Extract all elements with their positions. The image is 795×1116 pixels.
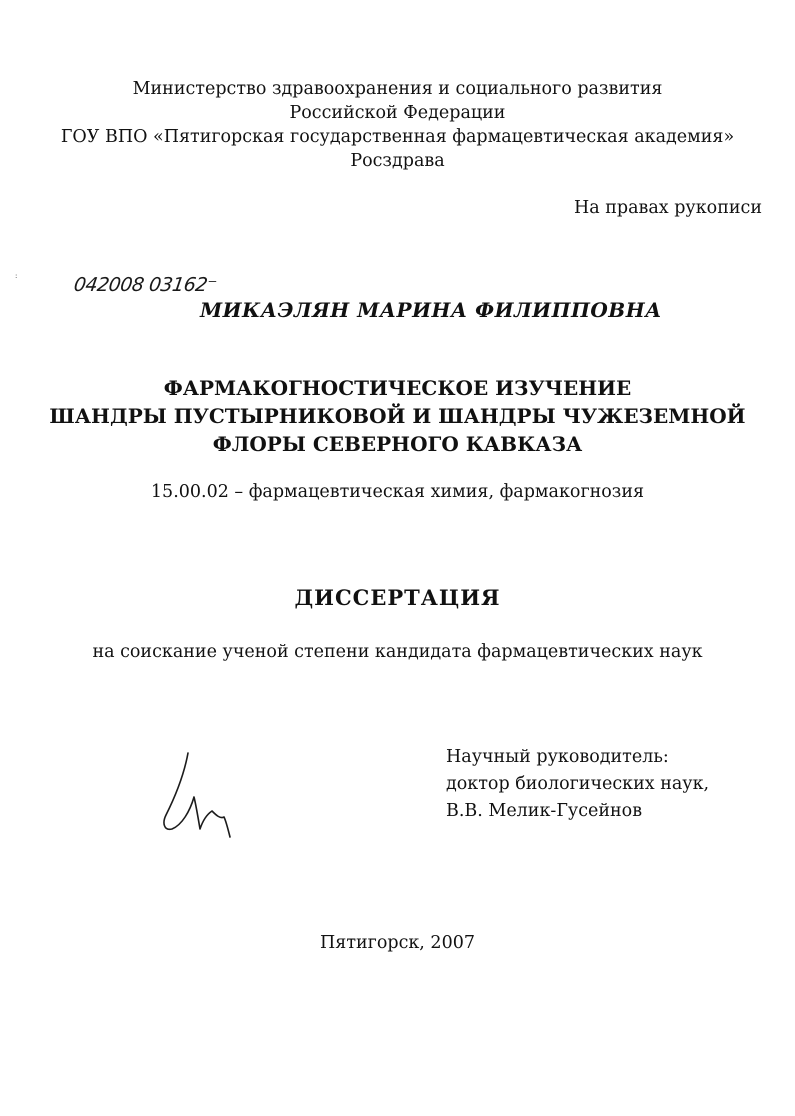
agency-line: Росздрава bbox=[350, 151, 445, 171]
specialty-code: 15.00.02 – фармацевтическая химия, фармакогнозия bbox=[150, 482, 645, 502]
supervisor-degree: доктор биологических наук, bbox=[446, 774, 710, 794]
library-stamp bbox=[72, 274, 218, 296]
city-year: Пятигорск, 2007 bbox=[320, 933, 475, 953]
author-name: МИКАЭЛЯН МАРИНА ФИЛИППОВНА bbox=[200, 298, 662, 322]
stamp-tick: ⁻ bbox=[205, 274, 219, 296]
library-stamp-number: 042008 03162 bbox=[72, 274, 209, 296]
supervisor-name: В.В. Мелик-Гусейнов bbox=[446, 801, 643, 821]
supervisor-block bbox=[446, 744, 709, 825]
degree-purpose: на соискание ученой степени кандидата фармацевтических наук bbox=[92, 642, 703, 662]
title-line-3: ФЛОРЫ СЕВЕРНОГО КАВКАЗА bbox=[212, 432, 583, 456]
ministry-line-1: Министерство здравоохранения и социального развития bbox=[132, 79, 663, 99]
ministry-line-2: Российской Федерации bbox=[289, 103, 506, 123]
scan-speck: : bbox=[15, 272, 18, 280]
document-type: ДИССЕРТАЦИЯ bbox=[294, 585, 501, 610]
manuscript-note: На правах рукописи bbox=[573, 198, 762, 218]
academy-line: ГОУ ВПО «Пятигорская государственная фармацевтическая академия» bbox=[60, 127, 735, 147]
title-line-1: ФАРМАКОГНОСТИЧЕСКОЕ ИЗУЧЕНИЕ bbox=[163, 376, 632, 400]
signature-mark bbox=[150, 745, 260, 845]
supervisor-label: Научный руководитель: bbox=[446, 747, 669, 767]
title-line-2: ШАНДРЫ ПУСТЫРНИКОВОЙ И ШАНДРЫ ЧУЖЕЗЕМНОЙ bbox=[49, 404, 746, 428]
